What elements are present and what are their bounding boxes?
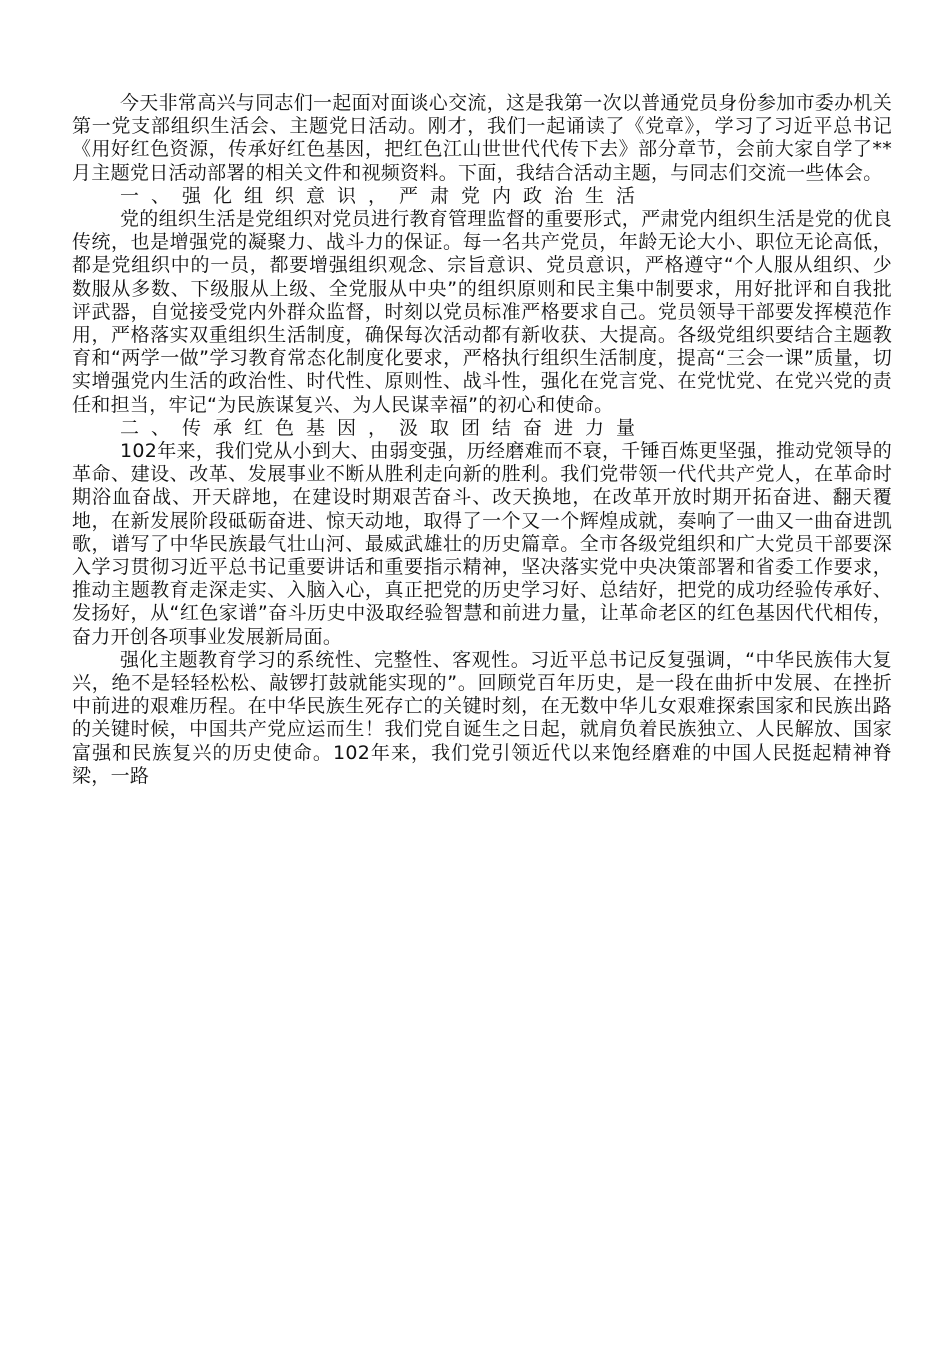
section-3-paragraph: 强化主题教育学习的系统性、完整性、客观性。习近平总书记反复强调，“中华民族伟大复兴，绝不是轻轻松松、敲锣打鼓就能实现的”。回顾党百年历史，是一段在曲折中发展、在挫折中前进的艰难历程。在中华民族生死存亡的关键时刻，在无数中华儿女艰难探索国家和民族出路的关键时候，中国共产党应运而生！我们党自诞生之日起，就肩负着民族独立、人民解放、国家富强和民族复兴的历史使命。102年来，我们党引领近代以来饱经磨难的中国人民挺起精神脊梁，一路 bbox=[72, 648, 892, 787]
section-2-paragraph: 102年来，我们党从小到大、由弱变强，历经磨难而不衰，千锤百炼更坚强，推动党领导的革命、建设、改革、发展事业不断从胜利走向新的胜利。我们党带领一代代共产党人，在革命时期浴血奋战、开天辟地，在建设时期艰苦奋斗、改天换地，在改革开放时期开拓奋进、翻天覆地，在新发展阶段砥砺奋进、惊天动地，取得了一个又一个辉煌成就，奏响了一曲又一曲奋进凯歌，谱写了中华民族最气壮山河、最威武雄壮的历史篇章。全市各级党组织和广大党员干部要深入学习贯彻习近平总书记重要讲话和重要指示精神，坚决落实党中央决策部署和省委工作要求，推动主题教育走深走实、入脑入心，真正把党的历史学习好、总结好，把党的成功经验传承好、发扬好，从“红色家谱”奋斗历史中汲取经验智慧和前进力量，让革命老区的红色基因代代相传，奋力开创各项事业发展新局面。 bbox=[72, 440, 892, 648]
section-2-heading: 二、传承红色基因，汲取团结奋进力量 bbox=[120, 416, 648, 439]
intro-paragraph: 今天非常高兴与同志们一起面对面谈心交流，这是我第一次以普通党员身份参加市委办机关第一党支部组织生活会、主题党日活动。刚才，我们一起诵读了《党章》，学习了习近平总书记《用好红色资源，传承好红色基因，把红色江山世世代代传下去》部分章节，会前大家自学了**月主题党日活动部署的相关文件和视频资料。下面，我结合活动主题，与同志们交流一些体会。 bbox=[72, 92, 893, 184]
section-1-heading: 一、强化组织意识，严肃党内政治生活 bbox=[120, 184, 648, 207]
document-page bbox=[72, 92, 892, 788]
section-1-paragraph: 党的组织生活是党组织对党员进行教育管理监督的重要形式，严肃党内组织生活是党的优良传统，也是增强党的凝聚力、战斗力的保证。每一名共产党员，年龄无论大小、职位无论高低，都是党组织中的一员，都要增强组织观念、宗旨意识、党员意识，严格遵守“个人服从组织、少数服从多数、下级服从上级、全党服从中央”的组织原则和民主集中制要求，用好批评和自我批评武器，自觉接受党内外群众监督，时刻以党员标准严格要求自己。党员领导干部要发挥模范作用，严格落实双重组织生活制度，确保每次活动都有新收获、大提高。各级党组织要结合主题教育和“两学一做”学习教育常态化制度化要求，严格执行组织生活制度，提高“三会一课”质量，切实增强党内生活的政治性、时代性、原则性、战斗性，强化在党言党、在党忧党、在党兴党的责任和担当，牢记“为民族谋复兴、为人民谋幸福”的初心和使命。 bbox=[72, 208, 893, 416]
